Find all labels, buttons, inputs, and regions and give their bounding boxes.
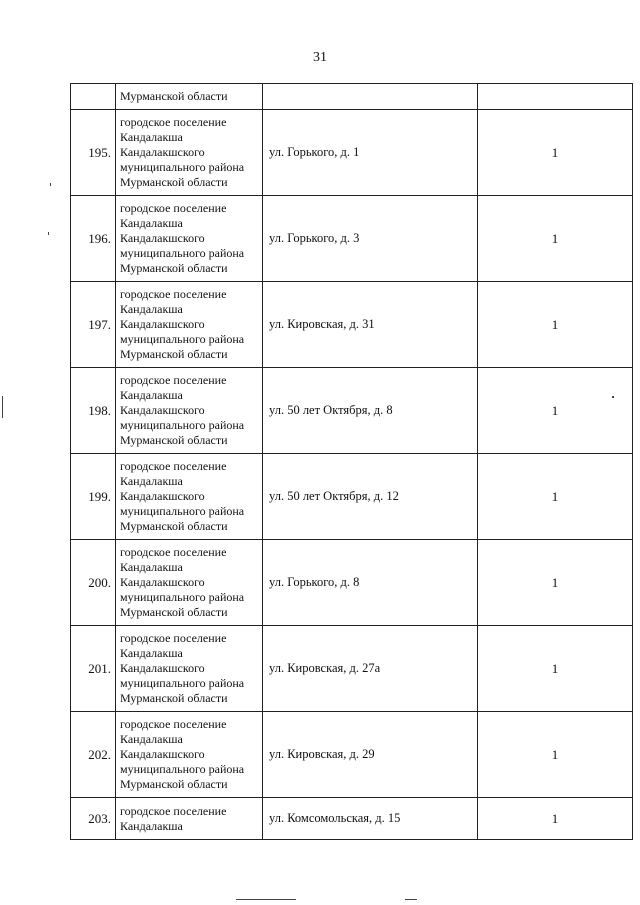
address-cell: ул. 50 лет Октября, д. 8 [263,368,478,454]
table-row [71,626,633,712]
scan-speck [48,232,49,235]
row-number-cell: 200. [71,540,116,626]
row-number-cell: 196. [71,196,116,282]
quantity-cell: 1 [478,454,633,540]
settlement-cell: городское поселение Кандалакша Кандалакшского муниципального района Мурманской области [116,540,263,626]
table-row [71,798,633,840]
table-row [71,454,633,540]
quantity-cell: 1 [478,196,633,282]
row-number-cell: 202. [71,712,116,798]
quantity-cell: 1 [478,798,633,840]
address-cell: ул. Горького, д. 8 [263,540,478,626]
address-cell [263,84,478,110]
quantity-cell: 1 [478,540,633,626]
page-number: 31 [313,50,327,65]
row-number-cell: 198. [71,368,116,454]
address-cell: ул. Кировская, д. 27а [263,626,478,712]
addresses-table [70,83,633,840]
table-row [71,196,633,282]
quantity-cell: 1 [478,712,633,798]
address-cell: ул. Кировская, д. 29 [263,712,478,798]
quantity-cell: 1 [478,282,633,368]
settlement-cell: городское поселение Кандалакша [116,798,263,840]
row-number-cell: 201. [71,626,116,712]
row-number-cell: 197. [71,282,116,368]
settlement-cell: городское поселение Кандалакша Кандалакшского муниципального района Мурманской области [116,196,263,282]
row-number-cell: 199. [71,454,116,540]
scan-speck [2,396,3,418]
row-number-cell: 203. [71,798,116,840]
quantity-cell: 1 [478,626,633,712]
address-cell: ул. Горького, д. 1 [263,110,478,196]
settlement-cell: городское поселение Кандалакша Кандалакшского муниципального района Мурманской области [116,454,263,540]
row-number-cell [71,84,116,110]
settlement-cell: городское поселение Кандалакша Кандалакшского муниципального района Мурманской области [116,626,263,712]
settlement-cell: городское поселение Кандалакша Кандалакшского муниципального района Мурманской области [116,368,263,454]
table-row [71,368,633,454]
address-cell: ул. 50 лет Октября, д. 12 [263,454,478,540]
scan-speck [612,396,614,398]
table-row [71,282,633,368]
quantity-cell: 1 [478,110,633,196]
table-row-continuation [71,84,633,110]
settlement-cell: городское поселение Кандалакша Кандалакшского муниципального района Мурманской области [116,712,263,798]
quantity-cell: 1 [478,368,633,454]
row-number-cell: 195. [71,110,116,196]
settlement-cell: городское поселение Кандалакша Кандалакшского муниципального района Мурманской области [116,282,263,368]
scan-speck [405,899,417,900]
table-row [71,712,633,798]
settlement-cell: городское поселение Кандалакша Кандалакшского муниципального района Мурманской области [116,110,263,196]
scan-speck [50,183,51,186]
address-cell: ул. Комсомольская, д. 15 [263,798,478,840]
address-cell: ул. Кировская, д. 31 [263,282,478,368]
quantity-cell [478,84,633,110]
table-row [71,540,633,626]
scan-speck [236,899,296,900]
address-cell: ул. Горького, д. 3 [263,196,478,282]
settlement-cell: Мурманской области [116,84,263,110]
table-row [71,110,633,196]
